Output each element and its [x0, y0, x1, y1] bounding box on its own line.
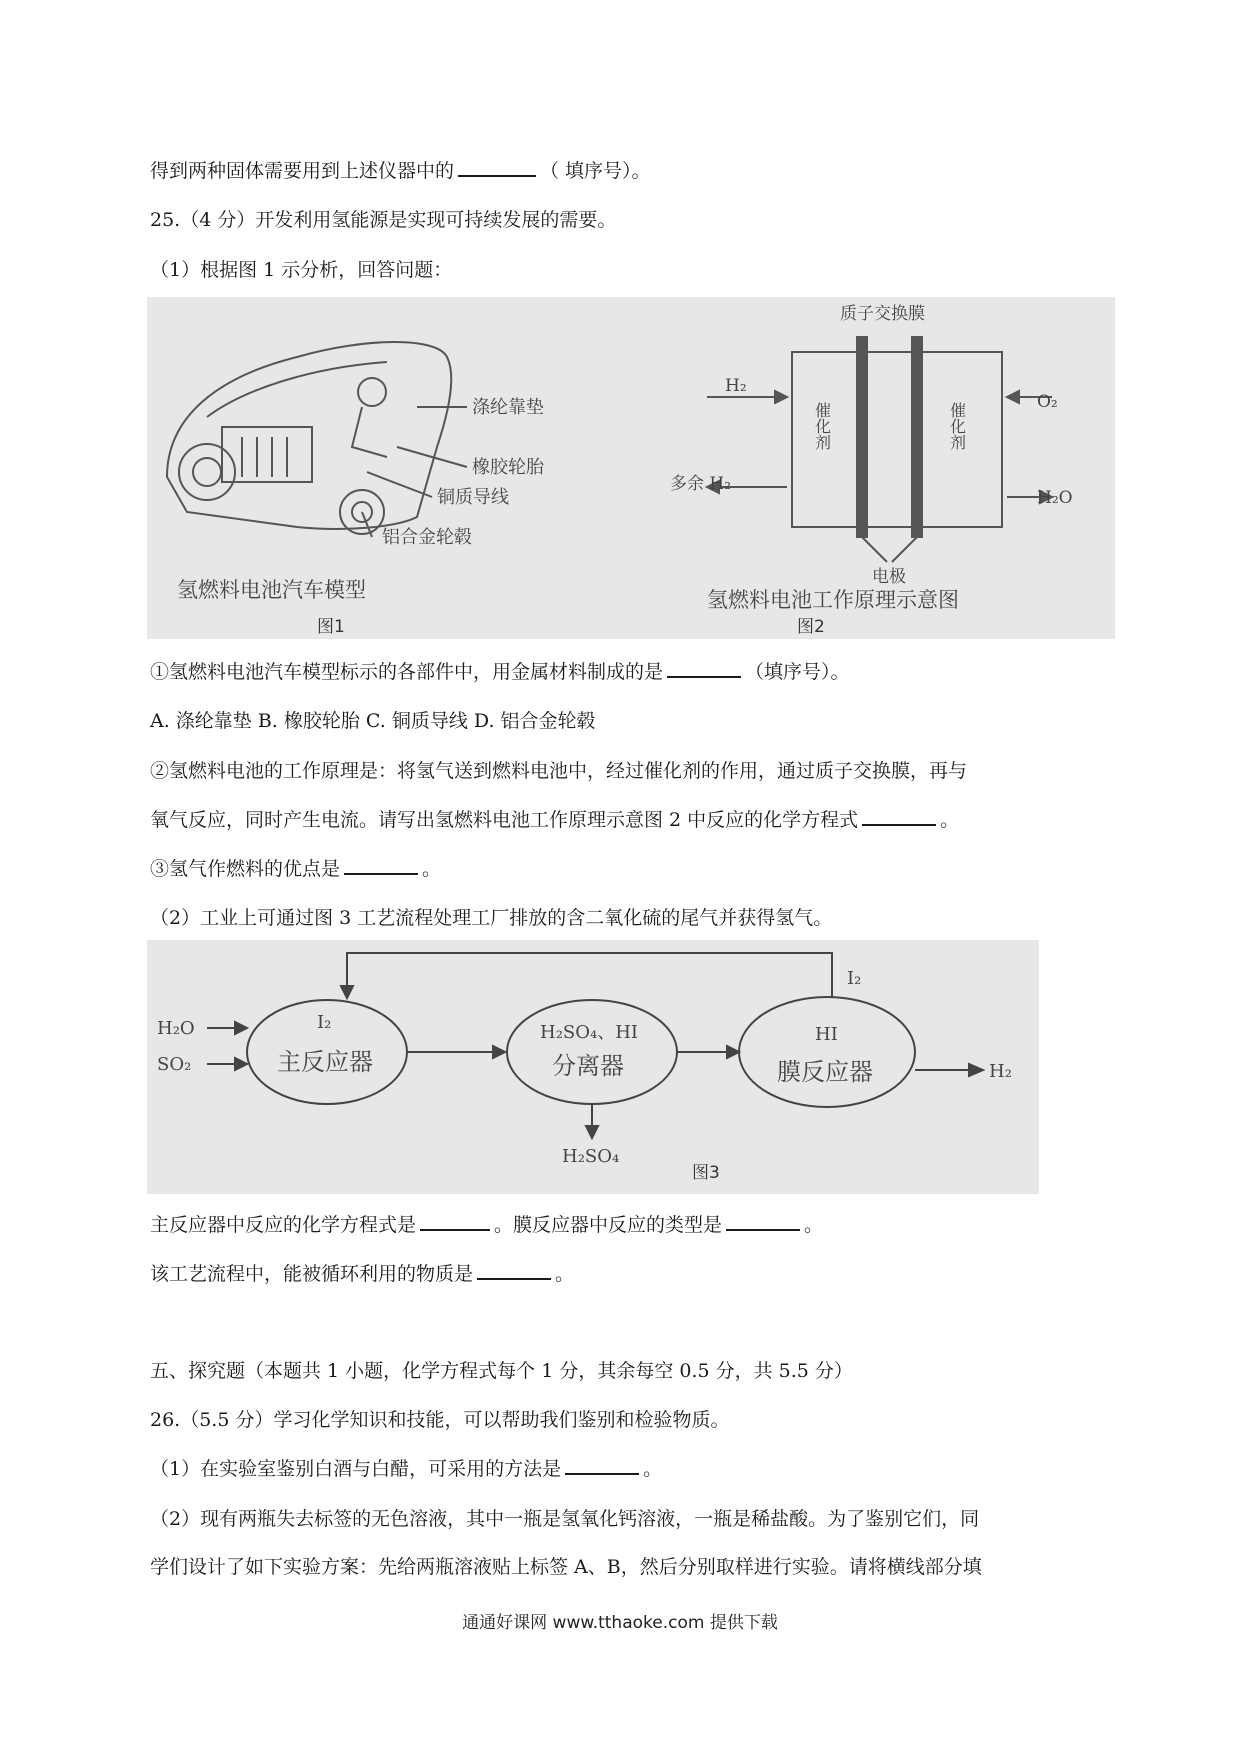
main-reactor-label: 主反应器 [277, 1048, 373, 1076]
question-text: 。 [804, 1214, 824, 1236]
question-text: （ 填序号）。 [540, 160, 651, 182]
input-h2o: H₂O [157, 1018, 195, 1039]
question-25-part2: （2）工业上可通过图 3 工艺流程处理工厂排放的含二氧化硫的尾气并获得氢气。 [150, 907, 833, 929]
h2-in-label: H₂ [725, 376, 747, 396]
answer-blank[interactable] [726, 1211, 800, 1231]
text-line [150, 658, 850, 686]
catalyst-left-label: 催化剂 [812, 402, 832, 450]
question-text: 。 [422, 858, 442, 880]
figure-1-caption: 图1 [317, 617, 345, 637]
separator-label: 分离器 [552, 1052, 624, 1080]
question-text: 得到两种固体需要用到上述仪器中的 [150, 160, 455, 182]
figure-3-panel [147, 940, 1039, 1194]
output-h2: H₂ [989, 1061, 1012, 1082]
question-text: 氧气反应，同时产生电流。请写出氢燃料电池工作原理示意图 2 中反应的化学方程式 [150, 809, 859, 831]
text-line [150, 1260, 574, 1288]
question-text: 学们设计了如下实验方案：先给两瓶溶液贴上标签 A、B，然后分别取样进行实验。请将横线部分填 [150, 1556, 982, 1578]
question-text: 该工艺流程中，能被循环利用的物质是 [150, 1263, 474, 1285]
recycle-i2: I₂ [847, 968, 862, 989]
page-footer: 通通好课网 www.tthaoke.com 提供下载 [462, 1613, 778, 1633]
label-aluminum-hub: 铝合金轮毂 [382, 527, 472, 548]
catalyst-right-label: 催化剂 [947, 402, 967, 450]
input-so2: SO₂ [157, 1054, 192, 1075]
figure-1-2-panel [147, 297, 1115, 639]
electrode-label: 电极 [872, 567, 906, 587]
figure-1-title: 氢燃料电池汽车模型 [177, 578, 366, 602]
figure-2-title: 氢燃料电池工作原理示意图 [707, 588, 959, 612]
h2o-out-label: H₂O [1037, 488, 1073, 508]
fuel-cell-diagram [707, 337, 1052, 562]
membrane-reactor-label: 膜反应器 [777, 1058, 873, 1086]
label-rubber-tire: 橡胶轮胎 [472, 457, 544, 478]
options-line: A. 涤纶靠垫 B. 橡胶轮胎 C. 铜质导线 D. 铝合金轮毂 [150, 710, 596, 732]
question-26-title: 26.（5.5 分）学习化学知识和技能，可以帮助我们鉴别和检验物质。 [150, 1409, 730, 1431]
answer-blank[interactable] [565, 1455, 639, 1475]
question-text: （填序号）。 [745, 661, 850, 683]
question-text: 。膜反应器中反应的类型是 [494, 1214, 723, 1236]
question-25-title: 25.（4 分）开发利用氢能源是实现可持续发展的需要。 [150, 209, 617, 231]
text-line [150, 1455, 662, 1483]
question-25-part1: （1）根据图 1 示分析，回答问题： [150, 259, 453, 281]
question-text: ②氢燃料电池的工作原理是：将氢气送到燃料电池中，经过催化剂的作用，通过质子交换膜，再与 [150, 760, 968, 782]
question-text: （1）在实验室鉴别白酒与白醋，可采用的方法是 [150, 1458, 562, 1480]
answer-blank[interactable] [667, 658, 741, 678]
answer-blank[interactable] [458, 157, 536, 177]
process-flow [207, 953, 983, 1138]
question-text: ③氢气作燃料的优点是 [150, 858, 341, 880]
answer-blank[interactable] [420, 1211, 490, 1231]
question-text: 。 [555, 1263, 575, 1285]
main-reactor-top: I₂ [317, 1012, 332, 1033]
answer-blank[interactable] [477, 1260, 551, 1280]
o2-in-label: O₂ [1037, 392, 1058, 412]
text-line [150, 855, 441, 883]
text-line [150, 1211, 823, 1239]
question-text: ①氢燃料电池汽车模型标示的各部件中，用金属材料制成的是 [150, 661, 664, 683]
car-model-illustration [167, 342, 467, 537]
label-copper-wire: 铜质导线 [437, 487, 509, 508]
figure-3-caption: 图3 [692, 1163, 720, 1183]
label-polyester-cushion: 涤纶靠垫 [472, 397, 544, 418]
membrane-label: 质子交换膜 [840, 304, 925, 324]
answer-blank[interactable] [862, 806, 936, 826]
question-text: 。 [643, 1458, 663, 1480]
text-line [150, 157, 651, 185]
question-text: （2）现有两瓶失去标签的无色溶液，其中一瓶是氢氧化钙溶液，一瓶是稀盐酸。为了鉴别它们，同 [150, 1508, 980, 1530]
question-text: 。 [940, 809, 960, 831]
question-text: 主反应器中反应的化学方程式是 [150, 1214, 417, 1236]
output-h2so4: H₂SO₄ [562, 1146, 620, 1167]
figure-2-caption: 图2 [797, 617, 825, 637]
separator-top: H₂SO₄、HI [540, 1022, 639, 1043]
answer-blank[interactable] [344, 855, 418, 875]
membrane-reactor-top: HI [815, 1024, 838, 1045]
h2-out-label: 多余 H₂ [670, 474, 732, 494]
text-line [150, 806, 959, 834]
section-5-heading: 五、探究题（本题共 1 小题，化学方程式每个 1 分，其余每空 0.5 分，共 5.5 分） [150, 1360, 853, 1382]
